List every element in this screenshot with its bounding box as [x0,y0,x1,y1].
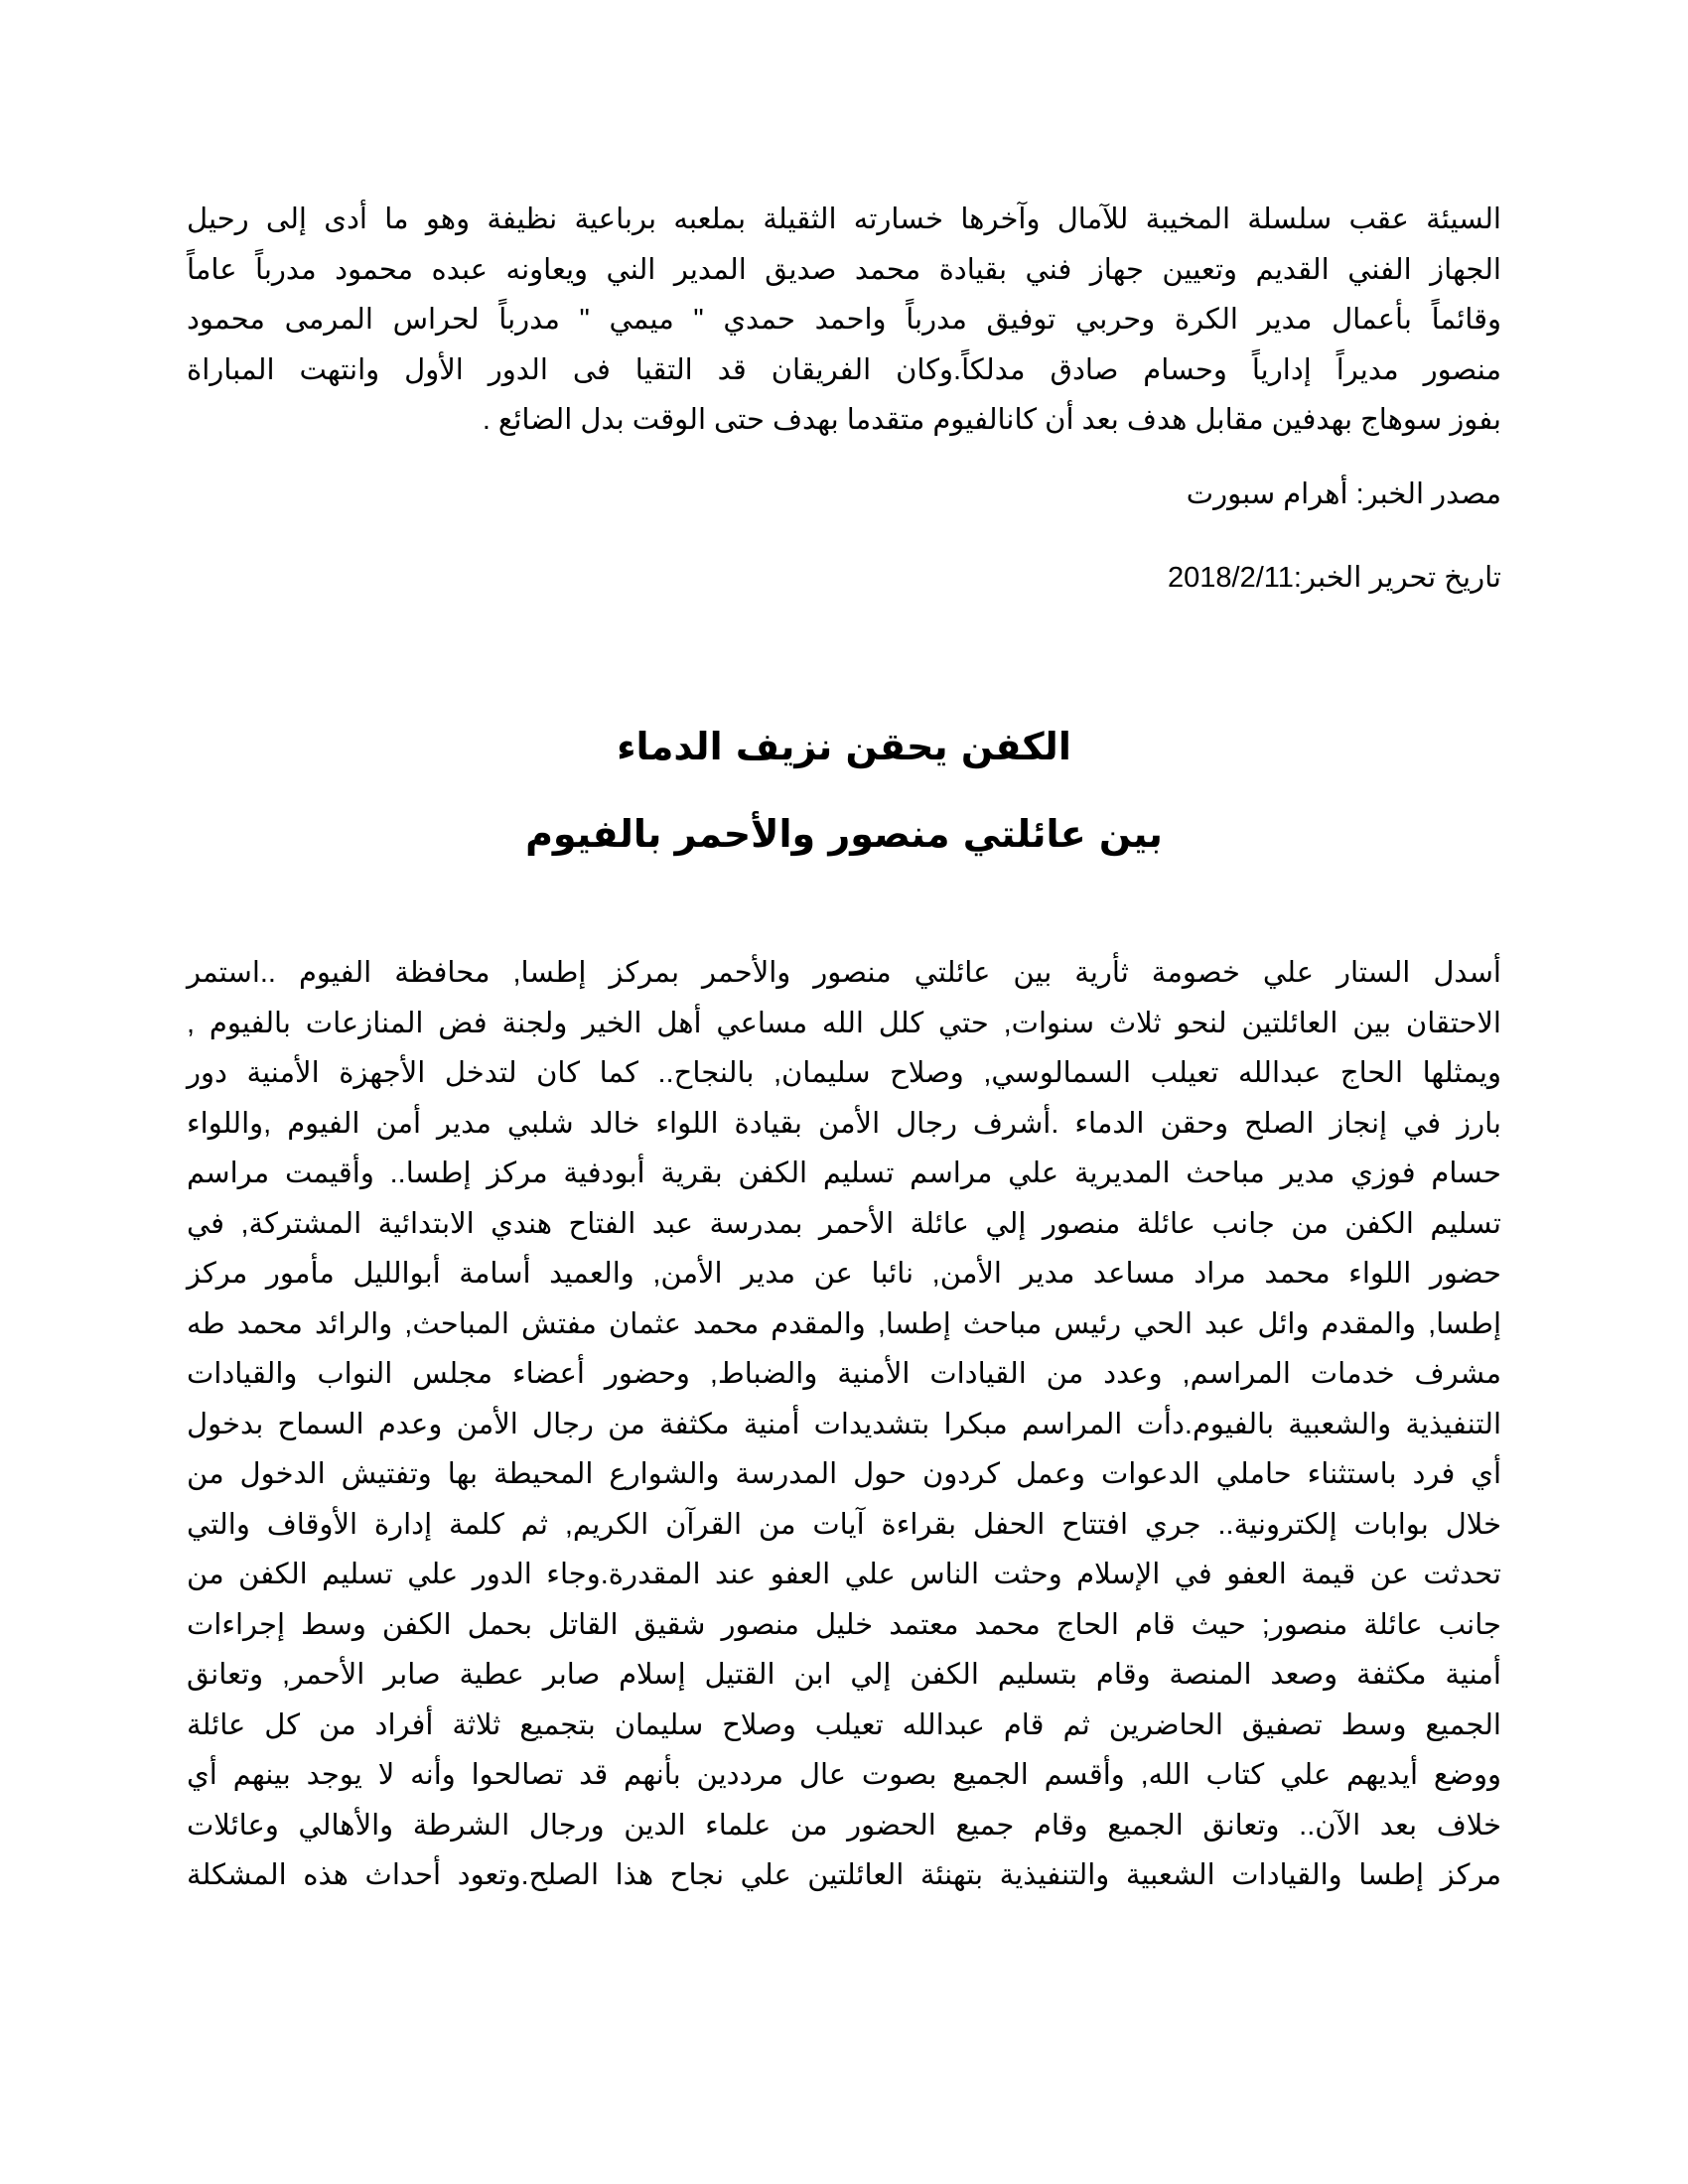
article2-body-paragraph [187,948,1501,1901]
paragraph-line: إطسا, والمقدم وائل عبد الحي رئيس مباحث إطسا, والمقدم محمد عثمان مفتش المباحث, والرائد محمد طه [187,1307,1501,1340]
paragraph-line: الاحتقان بين العائلتين لنحو ثلاث سنوات, حتي كلل الله مساعي أهل الخير ولجنة فض المنازعات بالفيوم , [187,1007,1501,1039]
paragraph-line: تسليم الكفن من جانب عائلة منصور إلي عائلة الأحمر بمدرسة عبد الفتاح هندي الابتدائية المشتركة, في [187,1207,1501,1240]
paragraph-line: حسام فوزي مدير مباحث المديرية علي مراسم تسليم الكفن بقرية أبودفية مركز إطسا.. وأقيمت مراسم [187,1158,1501,1189]
paragraph-line: جانب عائلة منصور; حيث قام الحاج محمد معتمد خليل منصور شقيق القاتل بحمل الكفن وسط إجراءات [187,1608,1501,1641]
news-date-line: تاريخ تحرير الخبر:2018/2/11 [1168,562,1501,594]
news-source-line: مصدر الخبر: أهرام سبورت [1186,478,1501,510]
paragraph-line: وقائماً بأعمال مدير الكرة وحربي توفيق مدرباً واحمد حمدي " ميمي " مدرباً لحراس المرمى محمود [187,304,1501,336]
paragraph-line: السيئة عقب سلسلة المخيبة للآمال وآخرها خسارته الثقيلة بملعبه برباعية نظيفة وهو ما أدى إلى رحيل [187,204,1501,235]
article1-continuation-paragraph [187,195,1501,446]
paragraph-line: الجهاز الفني القديم وتعيين جهاز فني بقيادة محمد صديق المدير الني ويعاونه عبده محمود مدرباً عاماً [187,253,1501,286]
paragraph-line: مشرف خدمات المراسم, وعدد من القيادات الأمنية والضباط, وحضور أعضاء مجلس النواب والقيادات [187,1358,1501,1390]
paragraph-line: حضور اللواء محمد مراد مساعد مدير الأمن, نائبا عن مدير الأمن, والعميد أسامة أبوالليل مأمور مركز [187,1258,1501,1290]
paragraph-line: بارز في إنجاز الصلح وحقن الدماء .أشرف رجال الأمن بقيادة اللواء خالد شلبي مدير أمن الفيوم ,واللواء [187,1107,1501,1140]
paragraph-line: أي فرد باستثناء حاملي الدعوات وعمل كردون حول المدرسة والشوارع المحيطة بها وتفتيش الدخول من [187,1458,1501,1490]
paragraph-line: التنفيذية والشعبية بالفيوم.دأت المراسم مبكرا بتشديدات أمنية مكثفة من رجال الأمن وعدم السماح بدخول [187,1408,1501,1440]
article-title-line-2: بين عائلتي منصور والأحمر بالفيوم [525,812,1163,856]
paragraph-line: خلاف بعد الآن.. وتعانق الجميع وقام جميع الحضور من علماء الدين ورجال الشرطة والأهالي وعائلات [187,1809,1501,1842]
paragraph-line: خلال بوابات إلكترونية.. جري افتتاح الحفل بقراءة آيات من القرآن الكريم, ثم كلمة إدارة الأوقاف والتي [187,1508,1501,1541]
paragraph-line: مركز إطسا والقيادات الشعبية والتنفيذية بتهنئة العائلتين علي نجاح هذا الصلح.وتعود أحداث هذه المشكلة [187,1859,1501,1891]
paragraph-line: أسدل الستار علي خصومة ثأرية بين عائلتي منصور والأحمر بمركز إطسا, محافظة الفيوم ..استمر [187,957,1501,989]
paragraph-line: منصور مديراً إدارياً وحسام صادق مدلكاً.وكان الفريقان قد التقيا فى الدور الأول وانتهت المباراة [187,353,1501,386]
paragraph-line: أمنية مكثفة وصعد المنصة وقام بتسليم الكفن إلي ابن القتيل إسلام صابر عطية صابر الأحمر, وتعانق [187,1659,1501,1691]
paragraph-line: ويمثلها الحاج عبدالله تعيلب السمالوسي, وصلاح سليمان, بالنجاح.. كما كان لتدخل الأجهزة الأمنية دور [187,1057,1501,1089]
paragraph-line: ووضع أيديهم علي كتاب الله, وأقسم الجميع بصوت عال مرددين بأنهم قد تصالحوا وأنه لا يوجد بينهم أي [187,1759,1501,1791]
article-title-line-1: الكفن يحقن نزيف الدماء [617,725,1071,768]
paragraph-line: بفوز سوهاج بهدفين مقابل هدف بعد أن كانالفيوم متقدما بهدف حتى الوقت بدل الضائع . [482,404,1501,436]
paragraph-line: تحدثت عن قيمة العفو في الإسلام وحثت الناس علي العفو عند المقدرة.وجاء الدور علي تسليم الكفن من [187,1559,1501,1590]
paragraph-line: الجميع وسط تصفيق الحاضرين ثم قام عبدالله تعيلب وصلاح سليمان بتجميع ثلاثة أفراد من كل عائلة [187,1708,1501,1741]
